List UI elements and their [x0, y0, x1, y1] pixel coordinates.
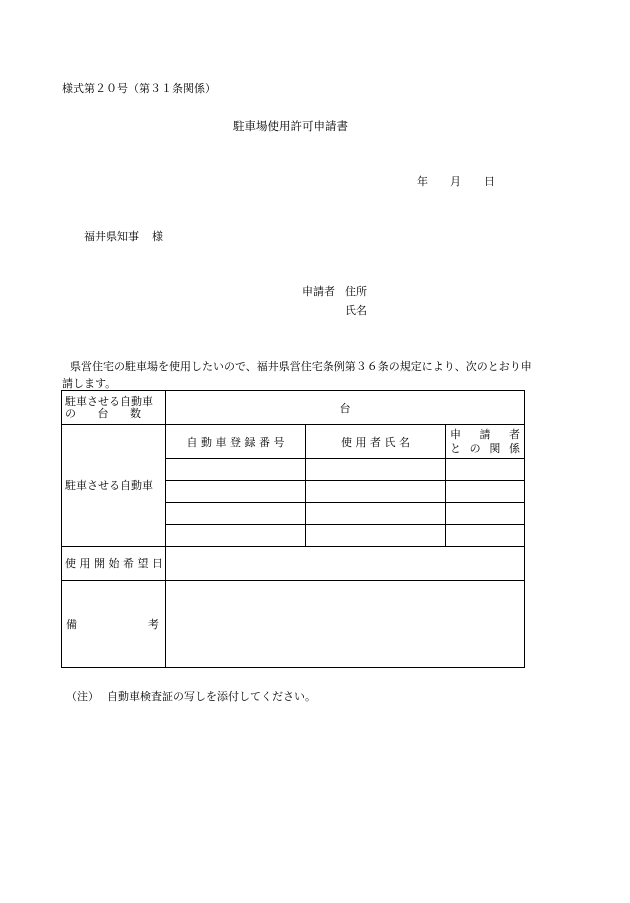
vehicle-count-field[interactable] — [166, 391, 525, 425]
address-label: 住所 — [345, 285, 367, 298]
registration-number-field[interactable] — [166, 459, 306, 481]
application-form-table — [61, 390, 525, 668]
start-date-row — [62, 547, 525, 581]
form-number: 様式第２０号（第３１条関係） — [62, 82, 216, 95]
relation-header-line1: 申 請 者 — [450, 427, 520, 441]
remarks-field[interactable] — [166, 581, 525, 668]
addressee-name: 福井県知事 — [84, 230, 139, 243]
remarks-row — [62, 581, 525, 668]
date-month-label: 月 — [450, 175, 461, 188]
relation-field[interactable] — [446, 503, 525, 525]
relation-header — [446, 425, 525, 459]
relation-header-line2: と の 関 係 — [450, 441, 520, 455]
vehicle-label-cell — [62, 425, 166, 547]
remarks-label: 備 考 — [62, 581, 166, 668]
vehicle-count-row — [62, 391, 525, 425]
user-name-field[interactable] — [306, 481, 446, 503]
registration-number-field[interactable] — [166, 525, 306, 547]
start-date-field[interactable] — [166, 547, 525, 581]
vehicle-count-label — [62, 391, 166, 425]
note-text: 自動車検査証の写しを添付してください。 — [107, 690, 316, 703]
vehicle-label: 駐車させる自動車 — [65, 478, 153, 492]
relation-field[interactable] — [446, 481, 525, 503]
name-label: 氏名 — [345, 304, 367, 317]
addressee-honorific: 様 — [152, 230, 163, 243]
vehicle-count-unit: 台 — [339, 401, 351, 415]
application-statement: 県営住宅の駐車場を使用したいので、福井県営住宅条例第３６条の規定により、次のとおり申請します。 — [62, 360, 532, 390]
start-date-label: 使 用 開 始 希 望 日 — [62, 547, 166, 581]
user-name-field[interactable] — [306, 503, 446, 525]
note-mark: （注） — [66, 690, 99, 703]
registration-number-header: 自 動 車 登 録 番 号 — [166, 425, 306, 459]
user-name-field[interactable] — [306, 525, 446, 547]
date-year-label: 年 — [417, 175, 428, 188]
relation-field[interactable] — [446, 459, 525, 481]
date-day-label: 日 — [484, 175, 495, 188]
document-title: 駐車場使用許可申請書 — [233, 119, 348, 133]
registration-number-field[interactable] — [166, 503, 306, 525]
vehicle-count-label-line1: 駐車させる自動車 — [65, 394, 153, 408]
registration-number-field[interactable] — [166, 481, 306, 503]
relation-field[interactable] — [446, 525, 525, 547]
user-name-header: 使 用 者 氏 名 — [306, 425, 446, 459]
user-name-field[interactable] — [306, 459, 446, 481]
vehicle-header-row — [62, 425, 525, 459]
vehicle-count-label-line2: の 台 数 — [65, 406, 141, 420]
applicant-label: 申請者 — [302, 285, 335, 298]
